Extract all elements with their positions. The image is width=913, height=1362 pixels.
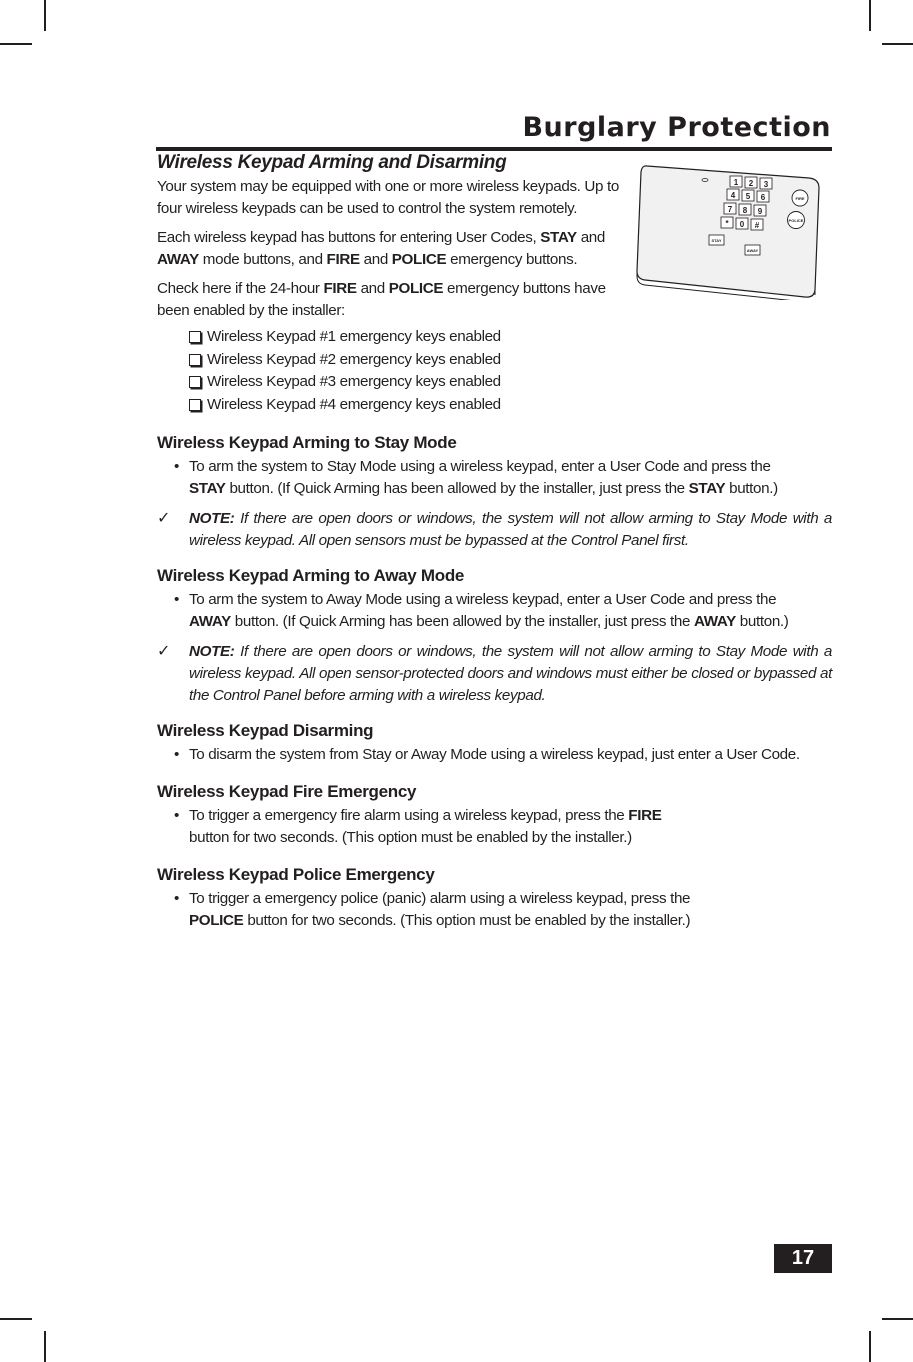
svg-text:5: 5 — [745, 192, 751, 201]
svg-text:#: # — [754, 221, 760, 230]
bullet-item: • To arm the system to Stay Mode using a wireless keypad, enter a User Code and press the STAY button. (If Quick Arming has been allowed by the installer, just press the STAY button.) — [174, 458, 778, 497]
checkmark-icon: ✓ — [157, 643, 171, 660]
svg-text:8: 8 — [742, 206, 748, 215]
crop-mark-bottom-right-h — [882, 1318, 913, 1320]
section-heading: Wireless Keypad Arming to Stay Mode — [157, 433, 457, 452]
main-content — [157, 152, 832, 932]
svg-text:AWAY: AWAY — [746, 248, 759, 253]
note: ✓ NOTE: If there are open doors or windows, the system will not allow arming to Stay Mode with a wireless keypad. All open sensor-protected doors and windows must either be closed or bypassed at the Control Panel before arming with a wireless keypad. — [157, 643, 832, 704]
bullet-icon: • — [174, 746, 179, 763]
checkbox-icon[interactable] — [189, 354, 201, 366]
intro-paragraph-3: Check here if the 24-hour FIRE and POLICE emergency buttons have been enabled by the installer: — [157, 280, 606, 319]
section-away-mode — [157, 566, 832, 707]
bullet-icon: • — [174, 458, 179, 475]
crop-mark-top-left-h — [0, 43, 32, 45]
page-number-badge: 17 — [774, 1244, 832, 1273]
svg-text:POLICE: POLICE — [788, 218, 804, 223]
section-police-emergency — [157, 865, 832, 932]
svg-text:2: 2 — [748, 179, 754, 188]
intro-paragraph-2: Each wireless keypad has buttons for entering User Codes, STAY and AWAY mode buttons, and FIRE and POLICE emergency buttons. — [157, 229, 605, 268]
crop-mark-bottom-left-v — [44, 1331, 46, 1362]
section-heading: Wireless Keypad Fire Emergency — [157, 782, 417, 801]
bullet-item: • To disarm the system from Stay or Away Mode using a wireless keypad, just enter a User Code. — [157, 744, 832, 766]
bullet-item: • To arm the system to Away Mode using a wireless keypad, enter a User Code and press the AWAY button. (If Quick Arming has been allowed by the installer, just press the AWAY button.) — [174, 591, 789, 630]
crop-mark-top-right-h — [882, 43, 913, 45]
checklist-item[interactable]: Wireless Keypad #3 emergency keys enabled — [189, 371, 832, 394]
title-rule — [156, 147, 832, 151]
checkbox-icon[interactable] — [189, 376, 201, 388]
section-heading: Wireless Keypad Police Emergency — [157, 865, 435, 884]
section-fire-emergency — [157, 782, 832, 849]
intro-heading: Wireless Keypad Arming and Disarming — [157, 152, 507, 173]
checkmark-icon: ✓ — [157, 510, 171, 527]
checkbox-icon[interactable] — [189, 399, 201, 411]
svg-text:7: 7 — [727, 205, 733, 214]
bullet-icon: • — [174, 807, 179, 824]
crop-mark-bottom-left-h — [0, 1318, 32, 1320]
svg-text:9: 9 — [757, 207, 763, 216]
svg-text:*: * — [725, 219, 729, 228]
checklist-item[interactable]: Wireless Keypad #2 emergency keys enabled — [189, 349, 832, 372]
crop-mark-top-right-v — [869, 0, 871, 31]
checklist-item[interactable]: Wireless Keypad #1 emergency keys enabled — [189, 326, 832, 349]
section-stay-mode — [157, 433, 832, 552]
section-heading: Wireless Keypad Arming to Away Mode — [157, 566, 465, 585]
checkbox-icon[interactable] — [189, 331, 201, 343]
svg-text:4: 4 — [730, 191, 736, 200]
svg-text:STAY: STAY — [711, 238, 722, 243]
svg-text:1: 1 — [733, 178, 739, 187]
emergency-keys-checklist — [189, 326, 832, 416]
checklist-item[interactable]: Wireless Keypad #4 emergency keys enabled — [189, 394, 832, 417]
bullet-icon: • — [174, 591, 179, 608]
bullet-icon: • — [174, 890, 179, 907]
section-disarming — [157, 721, 832, 766]
page-title: Burglary Protection — [522, 112, 831, 143]
svg-text:0: 0 — [739, 220, 745, 229]
bullet-item: • To trigger a emergency police (panic) alarm using a wireless keypad, press the POLICE button for two seconds. (This option must be enabled by the installer.) — [174, 890, 691, 929]
section-heading: Wireless Keypad Disarming — [157, 721, 374, 740]
svg-text:3: 3 — [763, 180, 769, 189]
intro-paragraph-1: Your system may be equipped with one or more wireless keypads. Up to four wireless keypads can be used to control the system remotely. — [157, 178, 619, 217]
bullet-item: • To trigger a emergency fire alarm using a wireless keypad, press the FIRE button for two seconds. (This option must be enabled by the installer.) — [174, 807, 662, 846]
crop-mark-bottom-right-v — [869, 1331, 871, 1362]
svg-text:6: 6 — [760, 193, 766, 202]
crop-mark-top-left-v — [44, 0, 46, 31]
note: ✓ NOTE: If there are open doors or windows, the system will not allow arming to Stay Mode with a wireless keypad. All open sensors must be bypassed at the Control Panel first. — [157, 510, 832, 549]
svg-text:FIRE: FIRE — [795, 196, 805, 201]
